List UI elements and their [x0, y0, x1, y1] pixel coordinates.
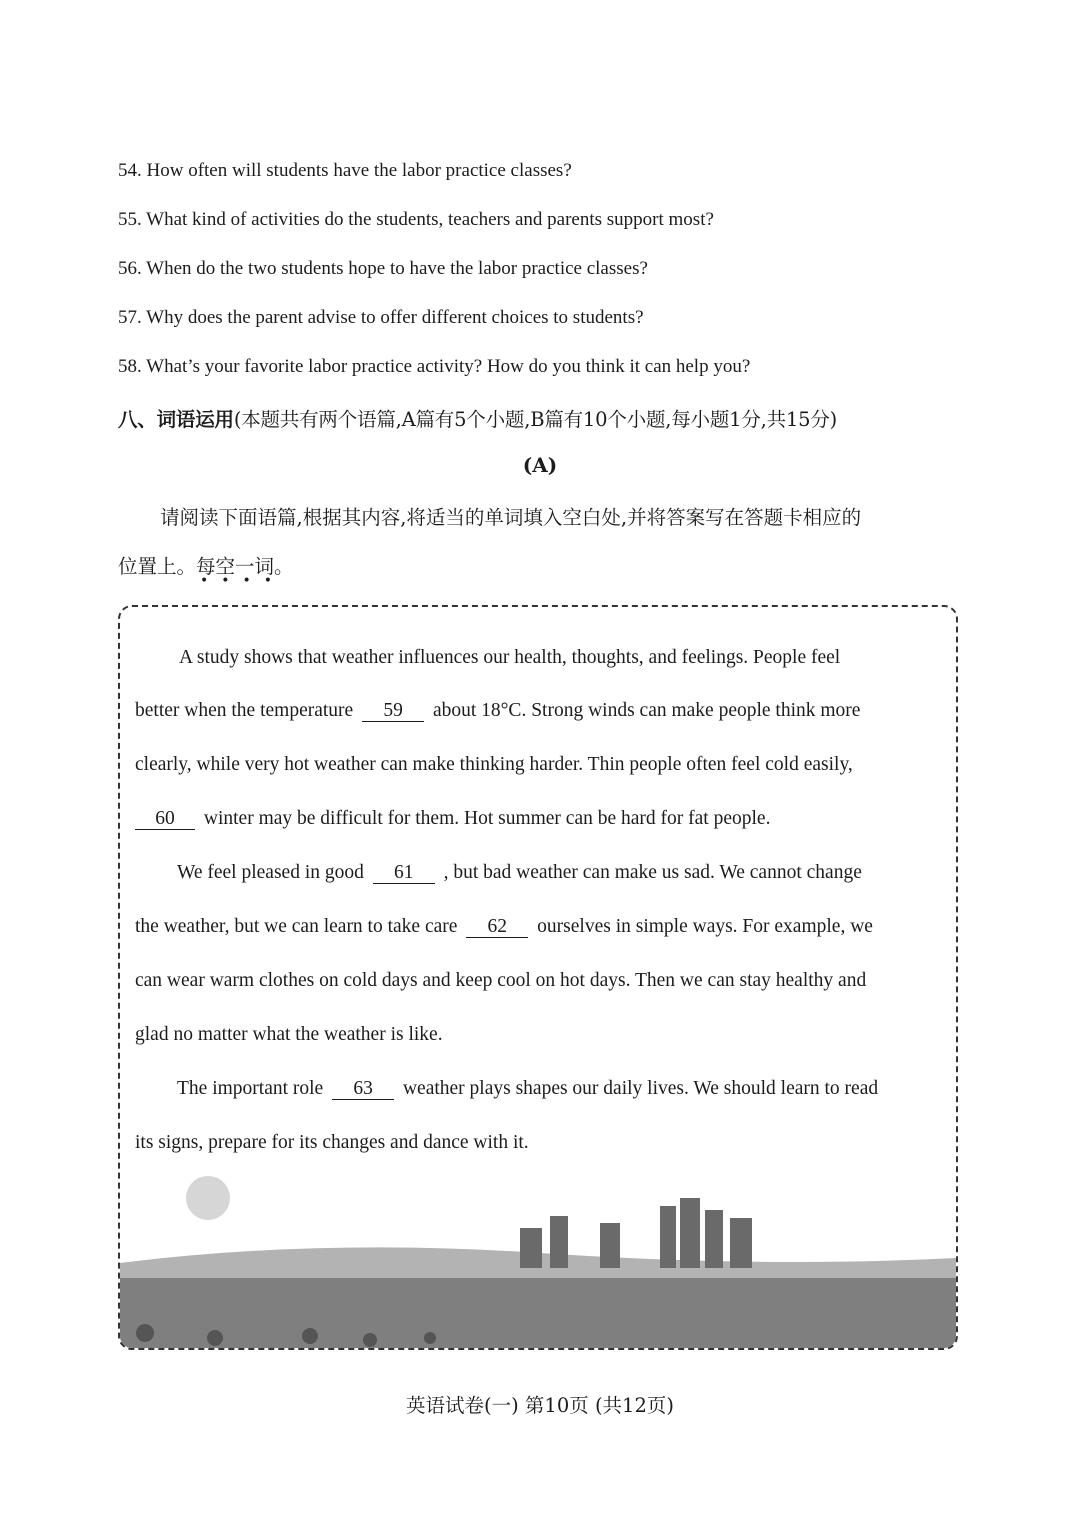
passage-line-1: A study shows that weather influences our health, thoughts, and feelings. People feel — [179, 647, 841, 668]
passage-text: , but bad weather can make us sad. We cannot change — [443, 862, 862, 883]
instruction-emphasis: 每空一词 — [196, 555, 275, 578]
sun-icon — [186, 1176, 230, 1220]
blank-63: 63 — [332, 1079, 394, 1100]
instruction-line-1: 请阅读下面语篇,根据其内容,将适当的单词填入空白处,并将答案写在答题卡相应的 — [160, 506, 862, 529]
passage-line-9 — [135, 1078, 941, 1100]
question-54: 54. How often will students have the labor practice classes? — [118, 160, 572, 181]
instruction-prefix: 位置上。 — [118, 555, 197, 578]
emphasis-dots: •••• — [200, 573, 286, 589]
passage-line-8: glad no matter what the weather is like. — [135, 1024, 443, 1045]
passage-text: ourselves in simple ways. For example, we — [537, 916, 873, 937]
passage-line-10: its signs, prepare for its changes and dance with it. — [135, 1132, 529, 1153]
passage-line-7: can wear warm clothes on cold days and keep cool on hot days. Then we can stay healthy and — [135, 970, 867, 991]
page-footer: 英语试卷(一) 第10页 (共12页) — [406, 1394, 674, 1417]
buildings-icon — [520, 1198, 752, 1268]
passage-line-3: clearly, while very hot weather can make thinking harder. Thin people often feel cold easily, — [135, 754, 853, 775]
passage-text: the weather, but we can learn to take care — [135, 916, 458, 937]
question-58: 58. What’s your favorite labor practice activity? How do you think it can help you? — [118, 356, 751, 377]
passage-line-5 — [135, 862, 941, 884]
blank-62: 62 — [466, 917, 528, 938]
question-57: 57. Why does the parent advise to offer different choices to students? — [118, 307, 644, 328]
passage-line-4 — [135, 808, 941, 830]
section-heading — [118, 404, 837, 432]
instruction-suffix: 。 — [274, 555, 294, 578]
landscape-illustration — [120, 1168, 956, 1348]
passage-text: better when the temperature — [135, 700, 354, 721]
part-label: (A) — [522, 453, 558, 477]
passage-text: The important role — [177, 1078, 324, 1099]
section-note: (本题共有两个语篇,A篇有5个小题,B篇有10个小题,每小题1分,共15分) — [233, 408, 838, 431]
passage-text: We feel pleased in good — [177, 862, 364, 883]
question-56: 56. When do the two students hope to have the labor practice classes? — [118, 258, 648, 279]
passage-text: about 18°C. Strong winds can make people think more — [432, 700, 861, 721]
blank-59: 59 — [362, 701, 424, 722]
passage-text: winter may be difficult for them. Hot summer can be hard for fat people. — [203, 808, 771, 829]
passage-text: weather plays shapes our daily lives. We should learn to read — [402, 1078, 879, 1099]
blank-60: 60 — [135, 809, 195, 830]
passage-line-2 — [135, 700, 941, 722]
question-55: 55. What kind of activities do the students, teachers and parents support most? — [118, 209, 714, 230]
section-title: 八、词语运用 — [118, 408, 234, 431]
blank-61: 61 — [373, 863, 435, 884]
passage-line-6 — [135, 916, 941, 938]
